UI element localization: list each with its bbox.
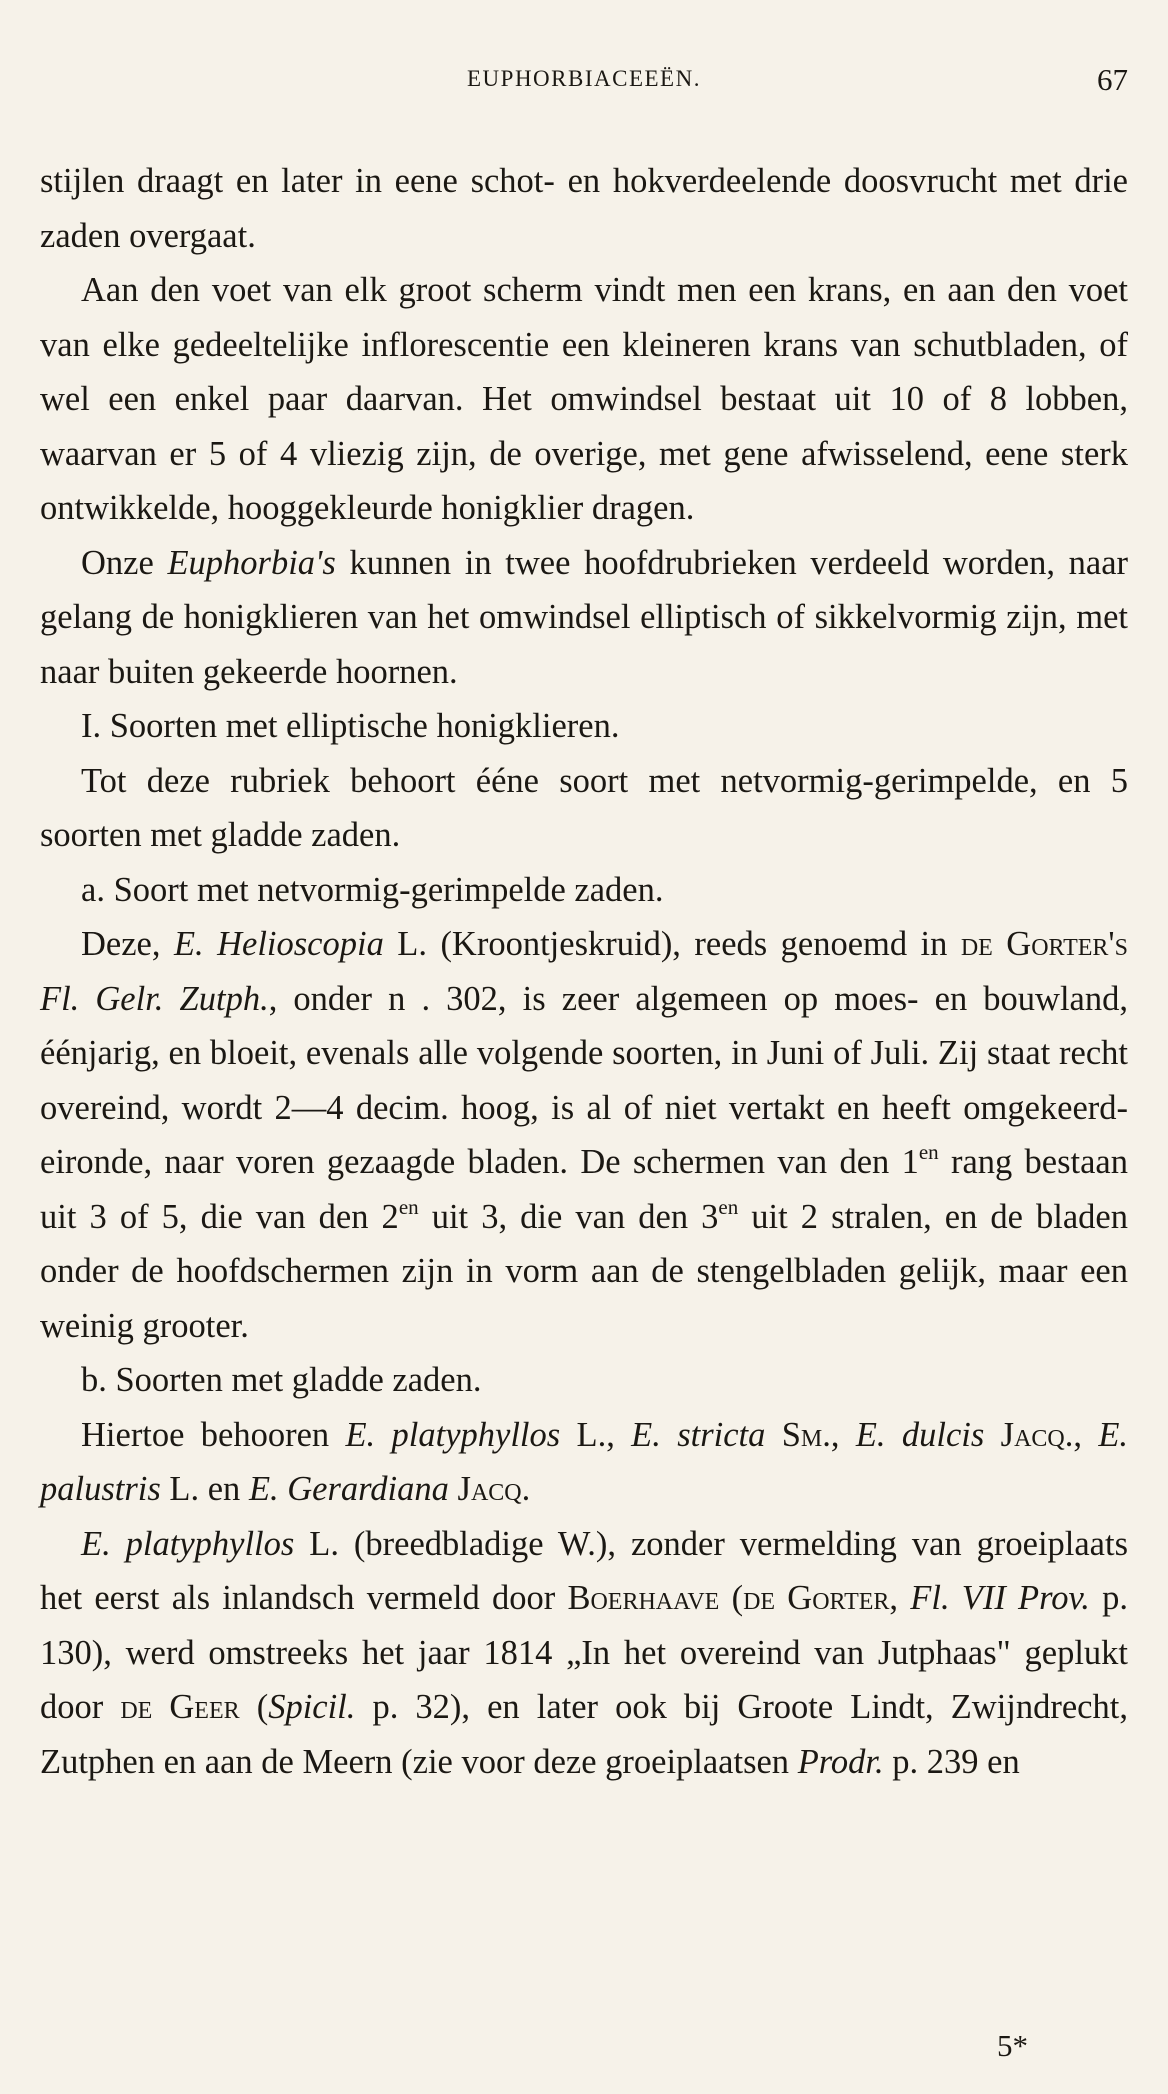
text-run: ( [719,1579,744,1617]
species-name: E. Gerardiana [248,1470,449,1508]
species-name: E. platyphyllos [345,1415,561,1454]
author-name: Boerhaave [567,1579,720,1617]
paragraph-species-list [40,1408,1128,1517]
superscript: en [918,1140,939,1164]
superscript: en [718,1194,739,1219]
text-run: kunnen in twee hoofdrubrieken verdeeld worden, naar gelang de honigklieren van het omwindsel elliptisch of sikkelvormig zijn, met naar buiten gekeerde hoornen. [40,543,1128,691]
author-abbrev: Jacq. [457,1470,531,1508]
species-name: E. stricta [631,1415,766,1454]
paragraph-5: Tot deze rubriek behoort ééne soort met netvormig-gerimpelde, en 5 soorten met gladde zaden. [40,761,1128,854]
species-name: E. Helioscopia [173,925,384,963]
paragraph-3 [40,536,1128,700]
text-run: ( [239,1688,269,1726]
text-run: , [889,1579,911,1617]
author-name: de Gorter [743,1579,890,1617]
text-run: L., [560,1415,632,1454]
work-title: Fl. Gelr. Zutph. [40,979,269,1018]
subsection-heading-a: a. Soort met netvormig-gerimpelde zaden. [81,870,664,909]
text-run [449,1470,458,1508]
species-name: E. dulcis [855,1415,985,1454]
superscript: en [398,1194,419,1219]
text-run: Hiertoe behooren [81,1415,346,1454]
running-head: EUPHORBIACEEËN. [467,66,701,91]
subsection-heading-b: b. Soorten met gladde zaden. [81,1361,482,1399]
text-run [984,1416,1000,1454]
species-name: E. platyphyllos [81,1524,295,1563]
text-run: L. (Kroontjeskruid), reeds genoemd in [383,925,961,963]
author-abbrev: Jacq. [1000,1415,1074,1454]
text-run: p. 130), werd omstreeks het jaar 1814 „In het overeind van Jutphaas" geplukt door [40,1579,1129,1726]
text-run: , [1073,1415,1099,1454]
text-run: rang bestaan uit 3 of 5, die van den 2 [40,1143,1128,1236]
species-name: E. palustris [40,1415,1129,1508]
paragraph-platyphyllos [40,1517,1128,1790]
text-run: p. 32), en later ook bij Groote Lindt, Zwijndrecht, Zutphen en aan de Meern (zie voor deze groeiplaatsen [40,1688,1128,1781]
work-title: Fl. VII Prov. [910,1579,1090,1617]
text-run: uit 3, die van den 3 [418,1197,719,1236]
text-run: Deze, [81,925,174,963]
work-title: Prodr. [797,1742,884,1781]
work-title: Spicil. [268,1688,356,1726]
body-text [40,154,1128,1789]
paragraph-2: Aan den voet van elk groot scherm vindt men een krans, en aan den voet van elke gedeeltelijke inflorescentie een kleineren krans van schutbladen, of wel een enkel paar daarvan. Het omwindsel bestaat uit 10 of 8 lobben, waarvan er 5 of 4 vliezig zijn, de overige, met gene afwisselend, eene sterk ontwikkelde, hooggekleurde honigklier dragen. [40,271,1128,527]
text-run: L. en [160,1470,249,1508]
signature-mark: 5* [997,2028,1028,2063]
text-run: L. (breedbladige W.), zonder vermelding van groeiplaats het eerst als inlandsch vermeld door [40,1524,1128,1617]
text-run: , onder n . 302, is zeer algemeen op moes- en bouwland, éénjarig, en bloeit, evenals alle volgende soorten, in Juni of Juli. Zij staat recht overeind, wordt 2—4 decim. hoog, is al of niet vertakt en heeft omgekeerd-eironde, naar voren gezaagde bladen. De schermen van den 1 [40,979,1128,1181]
author-abbrev: Sm. [781,1415,831,1454]
text-run: p. 239 en [883,1742,1020,1781]
paragraph-1: stijlen draagt en later in eene schot- en hokverdeelende doosvrucht met drie zaden overgaat. [40,162,1128,255]
text-run: Onze [81,543,168,582]
section-heading-I: I. Soorten met elliptische honigklieren. [81,707,620,745]
paragraph-helioscopia [40,917,1128,1353]
page-number: 67 [1097,62,1128,97]
text-run [765,1416,781,1454]
page-header [40,62,1128,112]
text-run: , [830,1415,856,1454]
author-name: de Geer [120,1688,240,1726]
genus-name: Euphorbia's [167,543,336,582]
text-run: uit 2 stralen, en de bladen onder de hoofdschermen zijn in vorm aan de stengelbladen gelijk, maar een weinig grooter. [40,1197,1128,1345]
author-name: de Gorter's [960,925,1128,963]
